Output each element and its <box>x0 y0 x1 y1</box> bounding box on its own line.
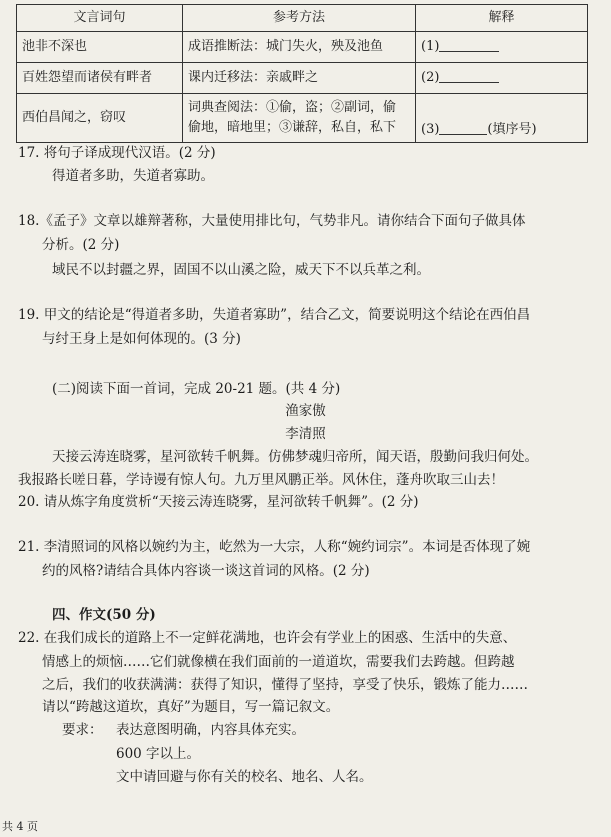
q17-title: 17. 将句子译成现代汉语。(2 分) <box>18 145 216 161</box>
row3-suffix: (填序号) <box>487 122 537 137</box>
q22-req3: 文中请回避与你有关的校名、地名、人名。 <box>116 769 373 785</box>
row3-answer <box>416 94 588 143</box>
section4-title: 四、作文(50 分) <box>52 607 156 623</box>
q19-line1: 19. 甲文的结论是“得道者多助，失道者寡助”，结合乙文，简要说明这个结论在西伯昌 <box>18 307 531 323</box>
row3-method-line2: 偷地，暗地里；③谦辞，私自，私下 <box>188 120 397 135</box>
row2-phrase: 百姓怨望而诸侯有畔者 <box>17 63 183 94</box>
row1-blank-label: (1) <box>421 39 440 54</box>
header-explain: 解释 <box>416 5 588 32</box>
header-method: 参考方法 <box>183 5 416 32</box>
poem-title: 渔家傲 <box>285 403 326 419</box>
row1-answer <box>416 32 588 63</box>
row2-answer <box>416 63 588 94</box>
q22-line4: 请以“跨越这道坎，真好”为题目，写一篇记叙文。 <box>42 699 340 715</box>
table-row <box>17 94 588 143</box>
q22-req1: 表达意图明确，内容具体充实。 <box>116 722 305 738</box>
header-phrase: 文言词句 <box>17 5 183 32</box>
poem-author: 李清照 <box>285 426 326 442</box>
row1-method: 成语推断法：城门失火，殃及池鱼 <box>183 32 416 63</box>
q22-req2: 600 字以上。 <box>116 746 201 762</box>
row1-answer-blank[interactable] <box>439 37 499 52</box>
q22-line2: 情感上的烦恼……它们就像横在我们面前的一道道坎，需要我们去跨越。但跨越 <box>42 654 515 670</box>
vocab-table <box>16 4 588 143</box>
q22-req-label: 要求： <box>62 722 103 738</box>
table-row <box>17 63 588 94</box>
page-footer: 共 4 页 <box>2 820 38 833</box>
table-row <box>17 32 588 63</box>
row1-phrase: 池非不深也 <box>17 32 183 63</box>
q21-line1: 21. 李清照词的风格以婉约为主，屹然为一大宗，人称“婉约词宗”。本词是否体现了婉 <box>18 539 531 555</box>
q18-text: 域民不以封疆之界，固国不以山溪之险，威天下不以兵革之利。 <box>52 262 430 278</box>
q18-line2: 分析。(2 分) <box>42 237 120 253</box>
q21-line2: 约的风格?请结合具体内容谈一谈这首词的风格。(2 分) <box>42 563 370 579</box>
row3-method-line1: 词典查阅法：①偷，盗；②副词，偷 <box>188 100 397 115</box>
row2-answer-blank[interactable] <box>439 68 499 83</box>
section2-title: (二)阅读下面一首词，完成 20-21 题。(共 4 分) <box>52 381 341 397</box>
row3-answer-blank[interactable] <box>439 120 487 135</box>
row3-phrase: 西伯昌闻之，窃叹 <box>17 94 183 143</box>
q22-line3: 之后，我们的收获满满：获得了知识，懂得了坚持，享受了快乐，锻炼了能力…… <box>42 677 528 693</box>
row2-method: 课内迁移法：亲戚畔之 <box>183 63 416 94</box>
row3-blank-label: (3) <box>421 122 440 137</box>
table-header-row <box>17 5 588 32</box>
row3-method <box>183 94 416 143</box>
q19-line2: 与纣王身上是如何体现的。(3 分) <box>42 331 241 347</box>
q22-line1: 22. 在我们成长的道路上不一定鲜花满地，也许会有学业上的困惑、生活中的失意、 <box>18 630 517 646</box>
q18-line1: 18.《孟子》文章以雄辩著称，大量使用排比句，气势非凡。请你结合下面句子做具体 <box>18 213 526 229</box>
q20-text: 20. 请从炼字角度赏析“天接云涛连晓雾，星河欲转千帆舞”。(2 分) <box>18 494 419 510</box>
poem-line1: 天接云涛连晓雾，星河欲转千帆舞。仿佛梦魂归帝所，闻天语，殷勤问我归何处。 <box>52 449 538 465</box>
q17-text: 得道者多助，失道者寡助。 <box>52 168 214 184</box>
poem-line2: 我报路长嗟日暮，学诗谩有惊人句。九万里风鹏正举。风休住，蓬舟吹取三山去！ <box>18 472 504 488</box>
row2-blank-label: (2) <box>421 70 440 85</box>
